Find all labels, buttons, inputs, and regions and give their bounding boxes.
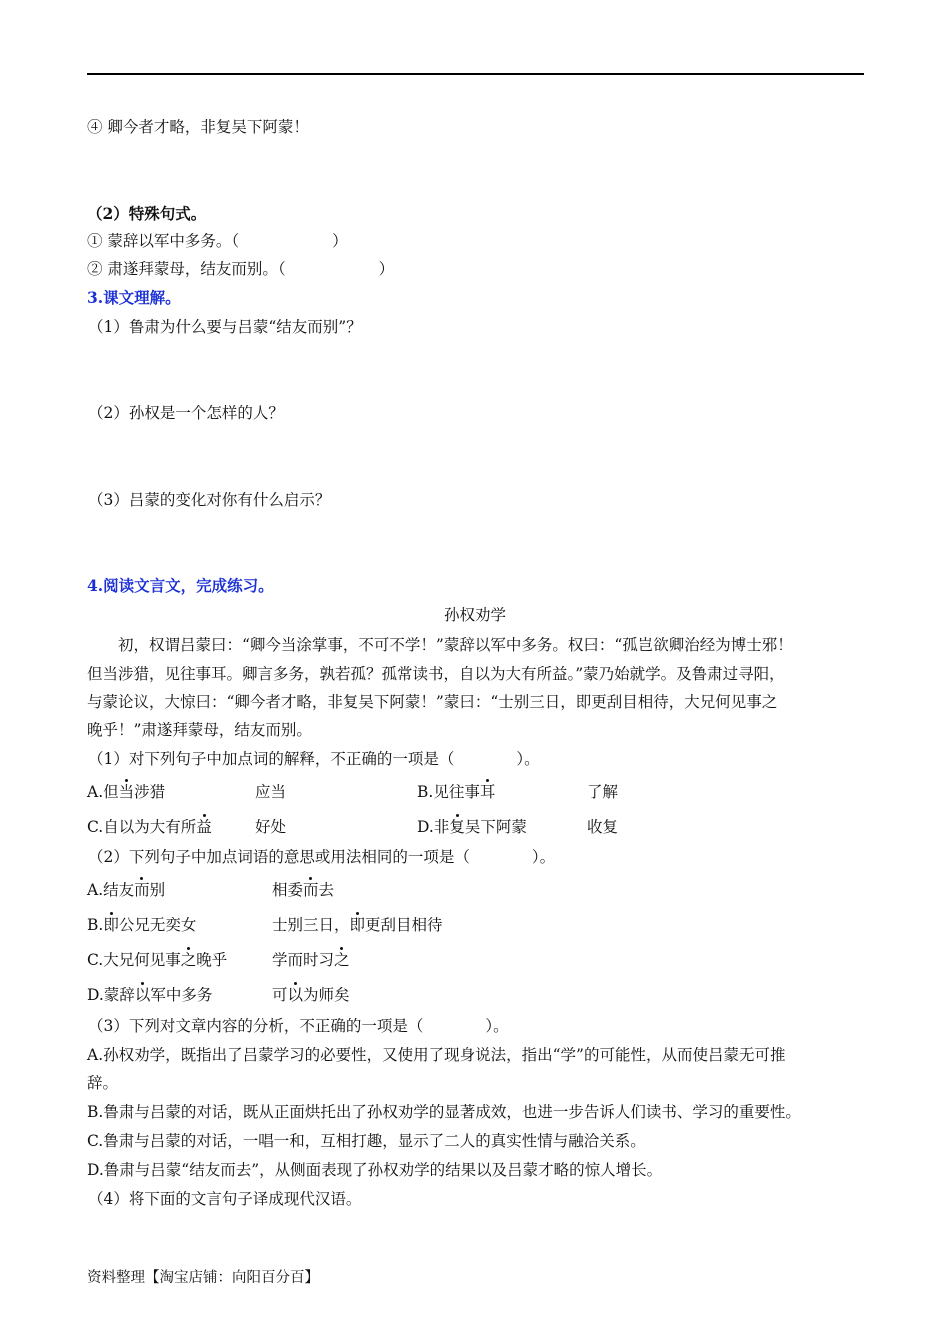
emphasis-dot-word: 以: [134, 986, 151, 1004]
special-sentence-heading: （2）特殊句式。: [87, 204, 207, 223]
q2-option-c-compare: 学而时习之: [272, 951, 350, 969]
emphasis-dot-word: 益: [196, 818, 212, 836]
emphasis-dot-word: 复: [449, 818, 465, 836]
q2-option-b: B.即公兄无奕女: [87, 916, 197, 934]
q2-option-c: C.大兄何见事之晚乎: [87, 951, 228, 969]
q1-option-b: B.见往事耳: [417, 783, 496, 801]
item-4: ④ 卿今者才略，非复吴下阿蒙！: [87, 118, 309, 136]
emphasis-dot-word: 当: [118, 783, 135, 801]
q2-option-d: D.蒙辞以军中多务: [87, 986, 213, 1004]
q1-option-c-gloss: 好处: [255, 818, 287, 836]
q3-option-c: C.鲁肃与吕蒙的对话，一唱一和，互相打趣，显示了二人的真实性情与融洽关系。: [87, 1132, 646, 1150]
sec3-question-3: （3）吕蒙的变化对你有什么启示？: [88, 491, 331, 509]
footer-text: 资料整理【淘宝店铺：向阳百分百】: [87, 1270, 319, 1286]
q2-stem: （2）下列句子中加点词语的意思或用法相同的一项是（ ）。: [88, 848, 556, 866]
q3-option-b: B.鲁肃与吕蒙的对话，既从正面烘托出了孙权劝学的显著成效，也进一步告诉人们读书、学习的重要性。: [87, 1103, 801, 1121]
q1-option-b-gloss: 了解: [587, 783, 619, 801]
q3-stem: （3）下列对文章内容的分析，不正确的一项是（ ）。: [88, 1017, 509, 1035]
q1-stem: （1）对下列句子中加点词的解释，不正确的一项是（ ）。: [88, 750, 540, 768]
q1-option-d: D.非复吴下阿蒙: [417, 818, 527, 836]
q1-option-a-gloss: 应当: [255, 783, 287, 801]
emphasis-dot-word: 以: [287, 986, 304, 1004]
passage-line-3: 与蒙论议，大惊曰：“卿今者才略，非复吴下阿蒙！”蒙曰：“士别三日，即更刮目相待，大兄何见事之: [87, 693, 778, 711]
header-rule: [87, 73, 864, 75]
q3-option-a-line-1: A.孙权劝学，既指出了吕蒙学习的必要性，又使用了现身说法，指出“学”的可能性，从而使吕蒙无可推: [87, 1046, 786, 1064]
emphasis-dot-word: 而: [303, 881, 319, 899]
emphasis-dot-word: 即: [349, 916, 366, 934]
q1-option-c: C.自以为大有所益: [87, 818, 212, 836]
q2-option-a: A.结友而别: [87, 881, 166, 899]
sec3-question-2: （2）孙权是一个怎样的人？: [88, 404, 284, 422]
emphasis-dot-word: 之: [180, 951, 197, 969]
q2-option-a-compare: 相委而去: [272, 881, 335, 899]
section-3-heading: 3.课文理解。: [87, 288, 181, 307]
q3-option-d: D.鲁肃与吕蒙“结友而去”，从侧面表现了孙权劝学的结果以及吕蒙才略的惊人增长。: [87, 1161, 663, 1179]
passage-title: 孙权劝学: [443, 606, 506, 624]
special-sentence-1: ① 蒙辞以军中多务。（ ）: [87, 232, 348, 250]
emphasis-dot-word: 之: [334, 951, 350, 969]
q3-option-a-line-2: 辞。: [87, 1074, 119, 1092]
q1-option-a: A.但当涉猎: [87, 783, 166, 801]
q1-option-d-gloss: 收复: [587, 818, 619, 836]
emphasis-dot-word: 耳: [479, 783, 496, 801]
emphasis-dot-word: 即: [103, 916, 119, 934]
section-4-heading: 4.阅读文言文，完成练习。: [87, 576, 274, 595]
q4-stem: （4）将下面的文言句子译成现代汉语。: [88, 1190, 362, 1208]
passage-line-1: 初，权谓吕蒙曰：“卿今当涂掌事，不可不学！”蒙辞以军中多务。权曰：“孤岂欲卿治经为博士邪！: [87, 636, 793, 654]
passage-line-2: 但当涉猎，见往事耳。卿言多务，孰若孤？孤常读书，自以为大有所益。”蒙乃始就学。及鲁肃过寻阳，: [87, 665, 785, 683]
special-sentence-2: ② 肃遂拜蒙母，结友而别。（ ）: [87, 260, 395, 278]
sec3-question-1: （1）鲁肃为什么要与吕蒙“结友而别”？: [88, 318, 362, 336]
q2-option-d-compare: 可以为师矣: [272, 986, 350, 1004]
emphasis-dot-word: 而: [134, 881, 150, 899]
passage-line-4: 晚乎！”肃遂拜蒙母，结友而别。: [87, 721, 312, 739]
q2-option-b-compare: 士别三日，即更刮目相待: [272, 916, 443, 934]
